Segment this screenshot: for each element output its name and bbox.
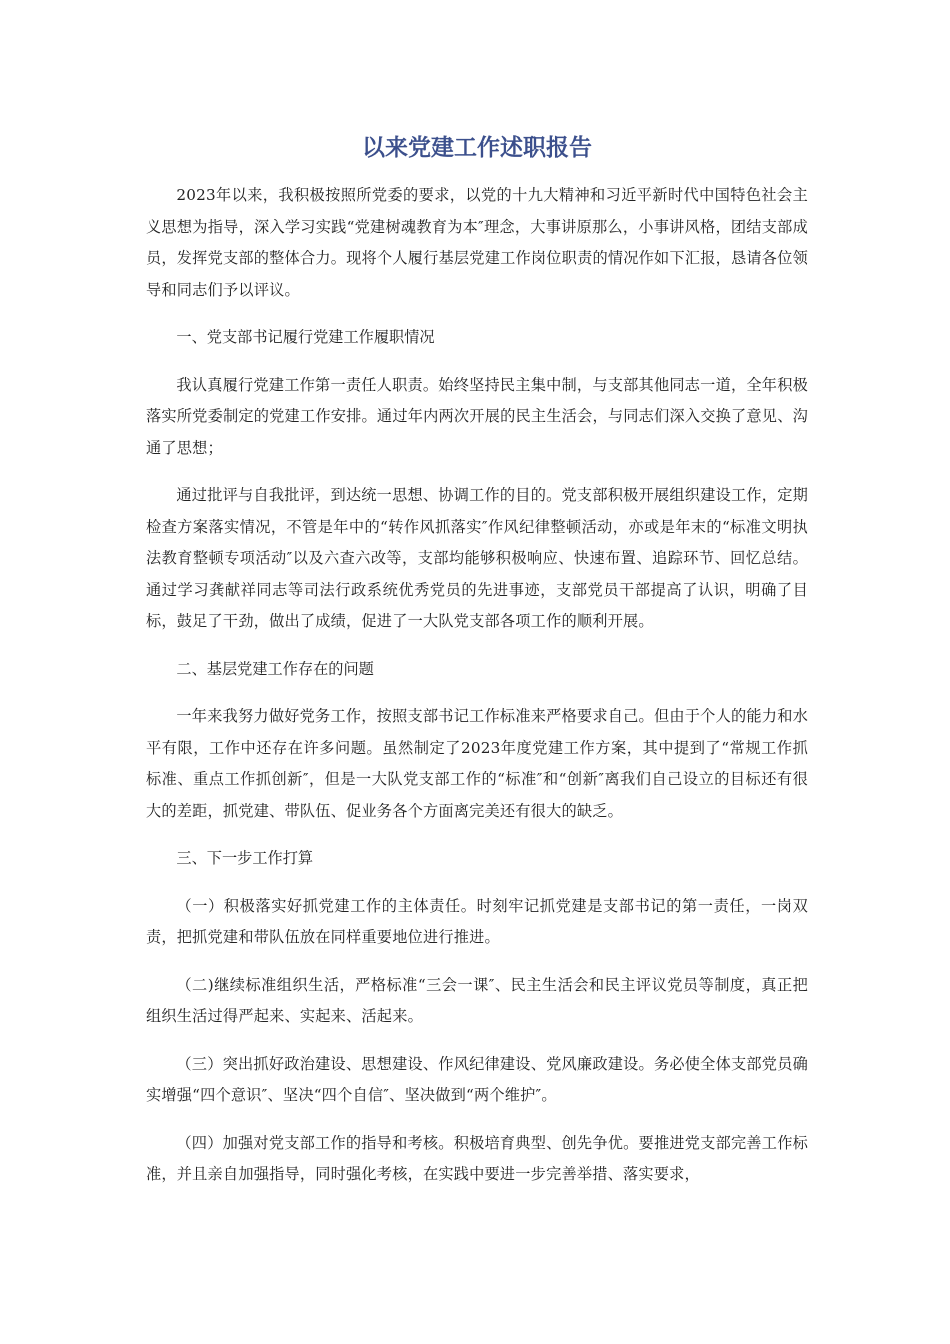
plan-item-3: （三）突出抓好政治建设、思想建设、作风纪律建设、党风廉政建设。务必使全体支部党员确实增强“四个意识″、坚决“四个自信″、坚决做到“两个维护″。 xyxy=(146,1054,808,1104)
body-paragraph: 通过批评与自我批评，到达统一思想、协调工作的目的。党支部积极开展组织建设工作，定期检查方案落实情况，不管是年中的“转作风抓落实″作风纪律整顿活动，亦或是年末的“标准文明执法教育整顿专项活动″以及六查六改等，支部均能够积极响应、快速布置、追踪环节、回忆总结。通过学习龚献祥同志等司法行政系统优秀党员的先进事迹，支部党员干部提高了认识，明确了目标，鼓足了干劲，做出了成绩，促进了一大队党支部各项工作的顺利开展。 xyxy=(146,486,808,630)
intro-paragraph: 2023年以来，我积极按照所党委的要求，以党的十九大精神和习近平新时代中国特色社会主义思想为指导，深入学习实践“党建树魂教育为本″理念，大事讲原那么，小事讲风格，团结支部成员，发挥党支部的整体合力。现将个人履行基层党建工作岗位职责的情况作如下汇报，恳请各位领导和同志们予以评议。 xyxy=(146,186,808,299)
body-paragraph: 我认真履行党建工作第一责任人职责。始终坚持民主集中制，与支部其他同志一道，全年积极落实所党委制定的党建工作安排。通过年内两次开展的民主生活会，与同志们深入交换了意见、沟通了思想； xyxy=(146,375,808,457)
document-body xyxy=(146,180,808,1207)
plan-item-4: （四）加强对党支部工作的指导和考核。积极培育典型、创先争优。要推进党支部完善工作标准，并且亲自加强指导，同时强化考核，在实践中要进一步完善举措、落实要求， xyxy=(146,1133,808,1183)
document-title: 以来党建工作述职报告 xyxy=(362,135,592,161)
plan-item-1: （一）积极落实好抓党建工作的主体责任。时刻牢记抓党建是支部书记的第一责任，一岗双责，把抓党建和带队伍放在同样重要地位进行推进。 xyxy=(146,896,808,946)
section-heading-2: 二、基层党建工作存在的问题 xyxy=(176,659,374,678)
body-paragraph: 一年来我努力做好党务工作，按照支部书记工作标准来严格要求自己。但由于个人的能力和水平有限，工作中还存在许多问题。虽然制定了2023年度党建工作方案，其中提到了“常规工作抓标准、重点工作抓创新″，但是一大队党支部工作的“标准″和“创新″离我们自己设立的目标还有很大的差距，抓党建、带队伍、促业务各个方面离完美还有很大的缺乏。 xyxy=(146,707,808,820)
section-heading-1: 一、党支部书记履行党建工作履职情况 xyxy=(176,328,435,346)
plan-item-2: （二)继续标准组织生活，严格标准“三会一课″、民主生活会和民主评议党员等制度，真正把组织生活过得严起来、实起来、活起来。 xyxy=(146,975,808,1025)
section-heading-3: 三、下一步工作打算 xyxy=(176,849,314,867)
